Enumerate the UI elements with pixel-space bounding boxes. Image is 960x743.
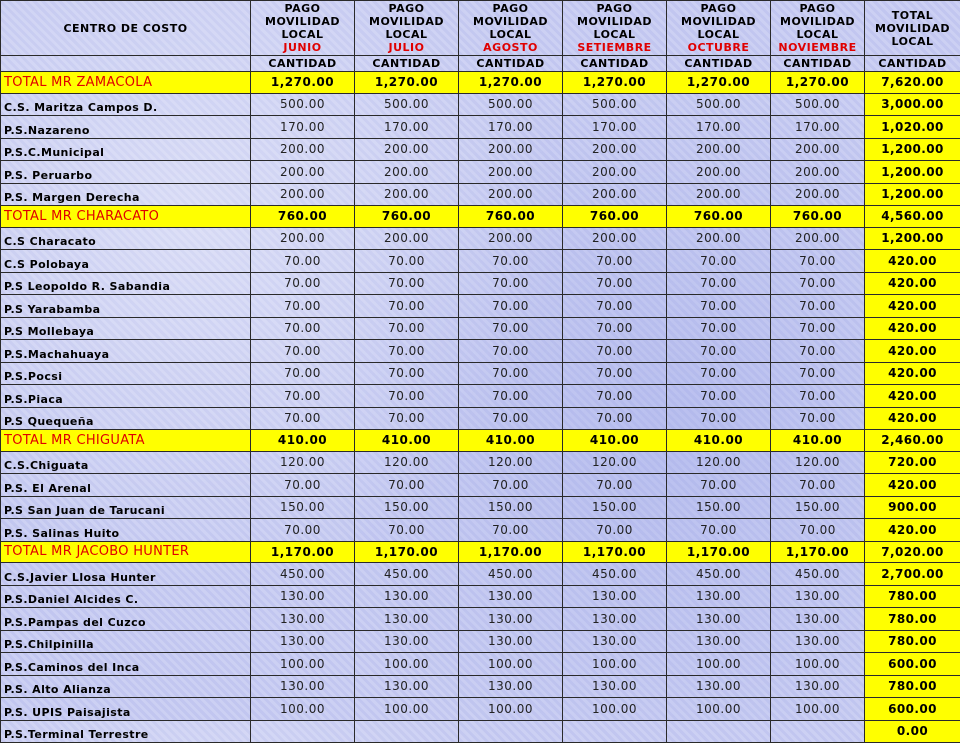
amount-cell: 70.00 [459,250,563,273]
table-row [1,585,960,608]
cost-center-name: P.S Yarabamba [1,295,251,318]
month-label: OCTUBRE [667,41,770,54]
amount-cell: 200.00 [251,183,355,206]
amount-cell: 760.00 [459,206,563,228]
amount-cell: 130.00 [251,630,355,653]
cost-center-name: P.S.Pocsi [1,362,251,385]
table-body [1,72,960,743]
amount-cell: 170.00 [251,116,355,139]
cost-center-name: P.S San Juan de Tarucani [1,496,251,519]
total-cell: 2,460.00 [865,430,960,452]
table-row [1,93,960,116]
amount-cell: 100.00 [251,698,355,721]
amount-cell: 70.00 [251,317,355,340]
cost-center-name: P.S.Machahuaya [1,340,251,363]
amount-cell: 70.00 [355,407,459,430]
amount-cell: 150.00 [459,496,563,519]
total-cell: 1,200.00 [865,227,960,250]
amount-cell: 70.00 [771,317,865,340]
amount-cell: 70.00 [563,519,667,542]
table-row [1,385,960,408]
amount-cell: 500.00 [667,93,771,116]
amount-cell: 70.00 [355,317,459,340]
amount-cell: 170.00 [563,116,667,139]
cost-center-name: P.S.Chilpinilla [1,630,251,653]
cost-center-name: C.S.Javier Llosa Hunter [1,563,251,586]
month-header: PAGO MOVILIDAD LOCAL JUNIO [251,1,355,56]
amount-cell: 760.00 [667,206,771,228]
amount-cell: 70.00 [251,519,355,542]
amount-cell: 200.00 [563,227,667,250]
month-label: NOVIEMBRE [771,41,864,54]
amount-cell: 200.00 [251,138,355,161]
total-row [1,206,960,228]
amount-cell [355,720,459,743]
amount-cell: 450.00 [563,563,667,586]
amount-cell: 130.00 [251,585,355,608]
amount-cell: 200.00 [667,161,771,184]
total-cell: 780.00 [865,585,960,608]
amount-cell: 70.00 [459,385,563,408]
amount-cell: 70.00 [459,295,563,318]
cost-center-name: P.S.Terminal Terrestre [1,720,251,743]
total-cell: 420.00 [865,362,960,385]
amount-cell: 200.00 [563,161,667,184]
amount-cell: 70.00 [251,340,355,363]
amount-cell: 70.00 [667,250,771,273]
amount-cell: 130.00 [563,630,667,653]
amount-cell: 70.00 [563,295,667,318]
amount-cell: 410.00 [251,430,355,452]
amount-cell: 200.00 [355,227,459,250]
amount-cell: 130.00 [251,675,355,698]
amount-cell: 100.00 [771,698,865,721]
amount-cell: 70.00 [771,295,865,318]
table-row [1,161,960,184]
amount-cell: 130.00 [251,608,355,631]
amount-cell: 150.00 [563,496,667,519]
amount-cell: 410.00 [667,430,771,452]
amount-cell: 410.00 [563,430,667,452]
total-cell: 2,700.00 [865,563,960,586]
amount-cell: 200.00 [667,183,771,206]
amount-cell: 70.00 [459,519,563,542]
amount-cell: 130.00 [459,608,563,631]
table-row [1,563,960,586]
total-cell: 1,200.00 [865,161,960,184]
amount-cell: 70.00 [667,272,771,295]
amount-cell: 200.00 [459,227,563,250]
amount-cell: 130.00 [459,675,563,698]
table-row [1,474,960,497]
amount-cell: 410.00 [459,430,563,452]
total-cell: 7,620.00 [865,72,960,94]
amount-cell: 70.00 [563,407,667,430]
amount-cell: 120.00 [355,451,459,474]
amount-cell: 100.00 [667,698,771,721]
month-header: PAGO MOVILIDAD LOCAL JULIO [355,1,459,56]
amount-cell: 70.00 [355,362,459,385]
amount-cell: 130.00 [459,585,563,608]
amount-cell: 130.00 [563,675,667,698]
amount-cell: 100.00 [667,653,771,676]
table-row [1,496,960,519]
amount-cell: 70.00 [251,295,355,318]
cost-center-name: P.S.Nazareno [1,116,251,139]
amount-cell: 130.00 [667,608,771,631]
amount-cell: 130.00 [355,630,459,653]
total-row-label: TOTAL MR CHIGUATA [1,430,251,452]
amount-cell: 120.00 [251,451,355,474]
month-label: JULIO [355,41,458,54]
amount-cell: 760.00 [563,206,667,228]
amount-cell: 150.00 [667,496,771,519]
amount-cell: 130.00 [667,630,771,653]
table-row [1,608,960,631]
amount-cell: 120.00 [459,451,563,474]
cost-center-name: P.S. Alto Alianza [1,675,251,698]
cost-center-name: P.S. Peruarbo [1,161,251,184]
amount-cell: 100.00 [459,698,563,721]
amount-cell: 760.00 [355,206,459,228]
cantidad-header: CANTIDAD [355,56,459,72]
total-cell: 420.00 [865,340,960,363]
amount-cell: 200.00 [771,227,865,250]
amount-cell: 70.00 [355,474,459,497]
cost-center-name: C.S Polobaya [1,250,251,273]
amount-cell: 100.00 [355,698,459,721]
amount-cell: 70.00 [459,317,563,340]
amount-cell: 130.00 [563,608,667,631]
amount-cell: 70.00 [355,519,459,542]
total-row-label: TOTAL MR JACOBO HUNTER [1,541,251,563]
amount-cell: 1,170.00 [251,541,355,563]
amount-cell: 200.00 [771,161,865,184]
amount-cell: 150.00 [771,496,865,519]
cost-center-name: P.S. Salinas Huito [1,519,251,542]
cost-center-name: P.S.C.Municipal [1,138,251,161]
header-row [1,1,960,56]
total-row [1,430,960,452]
month-label: SETIEMBRE [563,41,666,54]
amount-cell: 760.00 [771,206,865,228]
amount-cell: 1,270.00 [667,72,771,94]
amount-cell: 120.00 [771,451,865,474]
amount-cell [251,720,355,743]
amount-cell: 200.00 [355,161,459,184]
total-cell: 420.00 [865,385,960,408]
amount-cell: 70.00 [251,272,355,295]
cantidad-header: CANTIDAD [771,56,865,72]
table-row [1,653,960,676]
amount-cell: 70.00 [667,362,771,385]
amount-cell: 70.00 [355,295,459,318]
subheader-row [1,56,960,72]
amount-cell: 120.00 [563,451,667,474]
amount-cell: 70.00 [563,340,667,363]
amount-cell: 200.00 [667,138,771,161]
month-header: PAGO MOVILIDAD LOCAL NOVIEMBRE [771,1,865,56]
amount-cell: 120.00 [667,451,771,474]
amount-cell: 200.00 [459,161,563,184]
table-row [1,451,960,474]
amount-cell: 200.00 [355,138,459,161]
amount-cell [459,720,563,743]
amount-cell: 70.00 [251,385,355,408]
amount-cell [563,720,667,743]
table-row [1,675,960,698]
amount-cell: 70.00 [251,407,355,430]
amount-cell: 70.00 [459,362,563,385]
amount-cell: 200.00 [459,183,563,206]
amount-cell: 100.00 [251,653,355,676]
amount-cell: 130.00 [355,585,459,608]
amount-cell: 100.00 [459,653,563,676]
amount-cell: 70.00 [771,474,865,497]
total-header: TOTAL MOVILIDAD LOCAL [865,1,960,56]
amount-cell: 70.00 [563,250,667,273]
amount-cell: 200.00 [563,138,667,161]
cost-center-name: C.S Characato [1,227,251,250]
cost-center-name: P.S Leopoldo R. Sabandia [1,272,251,295]
amount-cell: 500.00 [251,93,355,116]
total-cell: 420.00 [865,272,960,295]
table-row [1,698,960,721]
cost-center-name: C.S.Chiguata [1,451,251,474]
amount-cell: 70.00 [563,474,667,497]
total-cell: 420.00 [865,295,960,318]
amount-cell: 200.00 [355,183,459,206]
amount-cell: 70.00 [459,340,563,363]
amount-cell: 170.00 [771,116,865,139]
amount-cell: 200.00 [771,183,865,206]
amount-cell: 410.00 [771,430,865,452]
total-cell: 1,200.00 [865,183,960,206]
amount-cell: 70.00 [251,250,355,273]
amount-cell: 760.00 [251,206,355,228]
total-cell: 600.00 [865,698,960,721]
amount-cell: 200.00 [563,183,667,206]
table-row [1,295,960,318]
table-row [1,116,960,139]
table-row [1,362,960,385]
cost-center-name: P.S. Margen Derecha [1,183,251,206]
cantidad-header: CANTIDAD [667,56,771,72]
total-cell: 3,000.00 [865,93,960,116]
amount-cell: 130.00 [355,608,459,631]
amount-cell: 1,270.00 [459,72,563,94]
total-cell: 900.00 [865,496,960,519]
month-header: PAGO MOVILIDAD LOCAL AGOSTO [459,1,563,56]
amount-cell: 70.00 [771,407,865,430]
total-cell: 1,200.00 [865,138,960,161]
amount-cell: 70.00 [771,385,865,408]
total-row-label: TOTAL MR CHARACATO [1,206,251,228]
amount-cell: 200.00 [771,138,865,161]
amount-cell: 70.00 [771,340,865,363]
total-cell: 420.00 [865,407,960,430]
total-cell: 600.00 [865,653,960,676]
total-cell: 780.00 [865,675,960,698]
total-cell: 0.00 [865,720,960,743]
amount-cell: 70.00 [563,317,667,340]
table-row [1,183,960,206]
amount-cell: 200.00 [251,227,355,250]
amount-cell: 450.00 [251,563,355,586]
amount-cell: 500.00 [459,93,563,116]
amount-cell: 70.00 [563,272,667,295]
amount-cell: 100.00 [563,698,667,721]
amount-cell: 1,170.00 [563,541,667,563]
amount-cell: 70.00 [667,474,771,497]
amount-cell: 1,270.00 [251,72,355,94]
amount-cell: 130.00 [355,675,459,698]
month-header: PAGO MOVILIDAD LOCAL SETIEMBRE [563,1,667,56]
amount-cell [667,720,771,743]
table-row [1,519,960,542]
month-label: JUNIO [251,41,354,54]
amount-cell: 130.00 [771,608,865,631]
cost-center-subheader [1,56,251,72]
cantidad-header: CANTIDAD [459,56,563,72]
total-row [1,541,960,563]
cost-center-name: P.S.Caminos del Inca [1,653,251,676]
amount-cell: 70.00 [251,474,355,497]
amount-cell: 70.00 [667,519,771,542]
amount-cell: 70.00 [355,272,459,295]
amount-cell: 500.00 [771,93,865,116]
amount-cell: 130.00 [667,675,771,698]
amount-cell: 1,170.00 [667,541,771,563]
amount-cell: 70.00 [459,407,563,430]
cost-center-header: CENTRO DE COSTO [1,1,251,56]
table-row [1,340,960,363]
amount-cell: 500.00 [355,93,459,116]
amount-cell: 130.00 [771,585,865,608]
amount-cell: 150.00 [251,496,355,519]
amount-cell: 70.00 [667,385,771,408]
table-row [1,720,960,743]
amount-cell: 70.00 [771,519,865,542]
cost-center-name: P.S.Piaca [1,385,251,408]
amount-cell: 70.00 [667,340,771,363]
amount-cell: 450.00 [771,563,865,586]
amount-cell: 200.00 [667,227,771,250]
amount-cell: 130.00 [459,630,563,653]
amount-cell: 1,170.00 [459,541,563,563]
amount-cell: 130.00 [563,585,667,608]
table-row [1,250,960,273]
amount-cell: 1,170.00 [355,541,459,563]
cost-center-name: P.S Quequeña [1,407,251,430]
cost-center-name: P.S Mollebaya [1,317,251,340]
cantidad-header: CANTIDAD [865,56,960,72]
amount-cell: 130.00 [771,630,865,653]
amount-cell: 70.00 [355,340,459,363]
amount-cell: 170.00 [459,116,563,139]
cantidad-header: CANTIDAD [251,56,355,72]
cost-center-name: P.S.Pampas del Cuzco [1,608,251,631]
month-label: AGOSTO [459,41,562,54]
amount-cell: 100.00 [563,653,667,676]
amount-cell: 70.00 [771,272,865,295]
amount-cell: 150.00 [355,496,459,519]
total-cell: 7,020.00 [865,541,960,563]
table-row [1,227,960,250]
total-row-label: TOTAL MR ZAMACOLA [1,72,251,94]
total-cell: 720.00 [865,451,960,474]
amount-cell: 70.00 [667,317,771,340]
total-cell: 420.00 [865,250,960,273]
amount-cell: 70.00 [667,295,771,318]
total-cell: 4,560.00 [865,206,960,228]
amount-cell: 100.00 [355,653,459,676]
total-cell: 420.00 [865,519,960,542]
amount-cell: 70.00 [355,250,459,273]
table-row [1,317,960,340]
amount-cell: 410.00 [355,430,459,452]
amount-cell: 70.00 [771,250,865,273]
amount-cell: 70.00 [667,407,771,430]
amount-cell: 70.00 [355,385,459,408]
amount-cell: 1,170.00 [771,541,865,563]
table-row [1,407,960,430]
amount-cell: 500.00 [563,93,667,116]
total-row [1,72,960,94]
total-cell: 780.00 [865,608,960,631]
amount-cell: 70.00 [251,362,355,385]
table-row [1,630,960,653]
amount-cell: 450.00 [459,563,563,586]
amount-cell: 450.00 [667,563,771,586]
total-cell: 420.00 [865,317,960,340]
amount-cell: 1,270.00 [771,72,865,94]
amount-cell: 450.00 [355,563,459,586]
month-header: PAGO MOVILIDAD LOCAL OCTUBRE [667,1,771,56]
amount-cell: 1,270.00 [563,72,667,94]
amount-cell: 170.00 [355,116,459,139]
table-row [1,138,960,161]
cost-center-name: C.S. Maritza Campos D. [1,93,251,116]
amount-cell: 100.00 [771,653,865,676]
amount-cell: 200.00 [251,161,355,184]
cost-center-name: P.S. El Arenal [1,474,251,497]
amount-cell: 130.00 [771,675,865,698]
cost-center-name: P.S.Daniel Alcides C. [1,585,251,608]
table-row [1,272,960,295]
amount-cell: 70.00 [459,474,563,497]
total-cell: 780.00 [865,630,960,653]
cost-center-name: P.S. UPIS Paisajista [1,698,251,721]
amount-cell: 130.00 [667,585,771,608]
cantidad-header: CANTIDAD [563,56,667,72]
amount-cell: 1,270.00 [355,72,459,94]
amount-cell: 70.00 [563,362,667,385]
amount-cell: 70.00 [771,362,865,385]
total-cell: 1,020.00 [865,116,960,139]
amount-cell: 70.00 [459,272,563,295]
amount-cell [771,720,865,743]
amount-cell: 70.00 [563,385,667,408]
amount-cell: 170.00 [667,116,771,139]
amount-cell: 200.00 [459,138,563,161]
total-cell: 420.00 [865,474,960,497]
